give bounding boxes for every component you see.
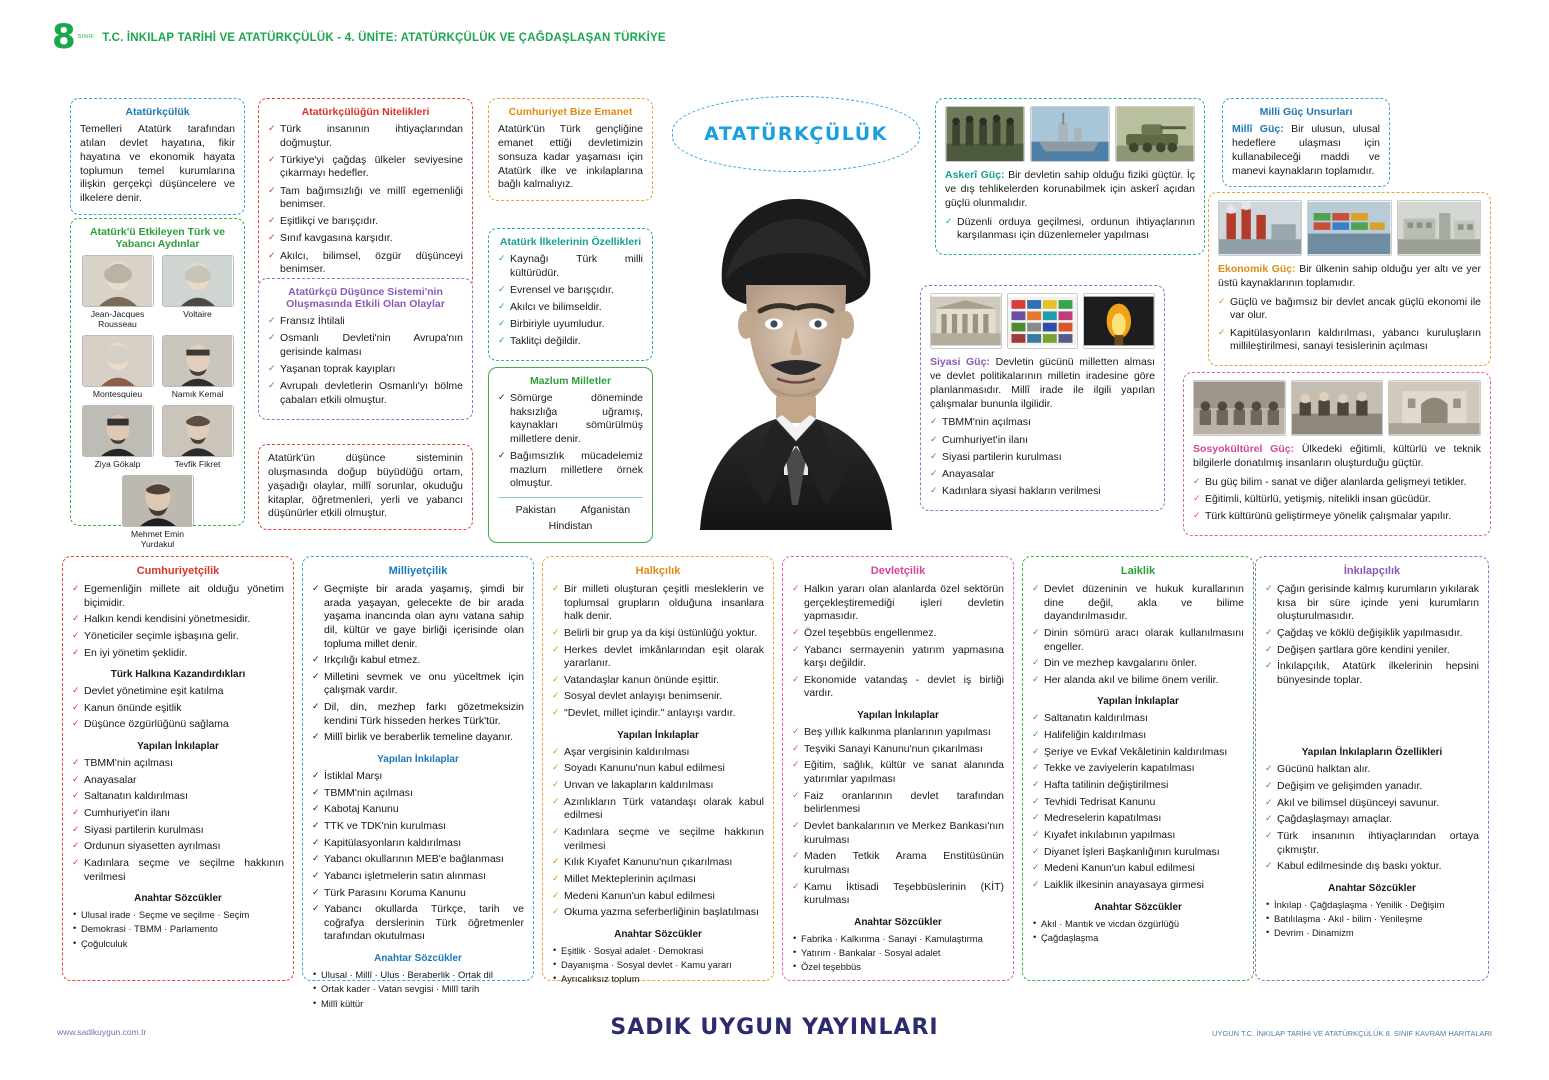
list-item: ✓ Diyanet İşleri Başkanlığının kurulması bbox=[1032, 846, 1244, 860]
influencer-name: Tevfik Fikret bbox=[174, 459, 221, 469]
olaylar-list bbox=[268, 315, 463, 407]
sosyokulturel-list bbox=[1193, 476, 1481, 524]
list-item: ✓ Şeriye ve Evkaf Vekâletinin kaldırılması bbox=[1032, 746, 1244, 760]
photo-parliament-building bbox=[930, 293, 1002, 349]
list-item: ✓ Bağımsızlık mücadelemiz mazlum milletlere örnek olmuştur. bbox=[498, 450, 643, 491]
list-item: ✓ Düzenli orduya geçilmesi, ordunun ihtiyaçlarının karşılanması için düzenlemeler yapılması bbox=[945, 216, 1195, 243]
portrait-thumb bbox=[82, 255, 154, 307]
column-keywords-title: Anahtar Sözcükler bbox=[614, 928, 702, 940]
ekonomik-text: Bir ülkenin sahip olduğu yer altı ve yer üstü kaynaklarının toplamıdır. bbox=[1218, 263, 1481, 289]
column-keywords-title: Anahtar Sözcükler bbox=[134, 893, 222, 905]
list-item: ✓ Devlet bankalarının ve Merkez Bankası'nın kurulması bbox=[792, 820, 1004, 847]
keyword-line: • İnkılap · Çağdaşlaşma · Yenilik · Değişim bbox=[1265, 899, 1479, 911]
keyword-line: • Eşitlik · Sosyal adalet · Demokrasi bbox=[552, 945, 764, 957]
list-item: ✓ Kapitülasyonların kaldırılması, yabancı kuruluşların millileştirilmesi, sanayi tesislerinin açılması bbox=[1218, 327, 1481, 354]
page-header bbox=[52, 17, 666, 57]
column-title: Cumhuriyetçilik bbox=[136, 565, 220, 577]
list-item: ✓ Okuma yazma seferberliğinin başlatılması bbox=[552, 906, 764, 920]
portrait-thumb bbox=[122, 475, 194, 527]
keyword-line: • Demokrasi · TBMM · Parlamento bbox=[72, 923, 284, 935]
column-items bbox=[1265, 583, 1479, 687]
sosyokulturel-text: Ülkedeki eğitimli, kültürlü ve teknik bilgilerle donatılmış insanların oluşturduğu güçtür. bbox=[1193, 443, 1481, 469]
list-item: ✓ Teşviki Sanayi Kanunu'nun çıkarılması bbox=[792, 743, 1004, 757]
column-inkilaplar bbox=[312, 770, 524, 944]
photo-factory bbox=[1218, 200, 1302, 256]
list-item: ✓ Türk insanının ihtiyaçlarından ortaya çıkmıştır. bbox=[1265, 830, 1479, 857]
column-sub-items bbox=[72, 685, 284, 732]
box-olaylar-title: Atatürkçü Düşünce Sistemi'nin Oluşmasında Etkili Olan Olaylar bbox=[286, 286, 445, 310]
list-item: ✓ Sosyal devlet anlayışı benimsenir. bbox=[552, 690, 764, 704]
column-inkilaplar bbox=[552, 746, 764, 920]
milli-guc-text: Bir ulusun, ulusal hedeflere ulaşması için kullanabileceği maddi ve manevi kaynakların toplamıdır. bbox=[1232, 123, 1380, 177]
column-inkilap-title: Yapılan İnkılaplar bbox=[377, 754, 459, 766]
column-keywords-title: Anahtar Sözcükler bbox=[854, 916, 942, 928]
box-ataturkculuk-title: Atatürkçülük bbox=[125, 106, 190, 118]
list-item: ✓ Ordunun siyasetten ayrılması bbox=[72, 840, 284, 854]
column-milliyetcilik bbox=[302, 556, 534, 1009]
portrait-thumb bbox=[82, 405, 154, 457]
box-sosyokulturel-guc bbox=[1183, 372, 1491, 536]
list-item: ✓ Eşitlikçi ve barışçıdır. bbox=[268, 215, 463, 229]
column-keywords-title: Anahtar Sözcükler bbox=[374, 953, 462, 965]
column-keywords bbox=[1032, 918, 1244, 944]
ekonomik-lead: Ekonomik Güç: bbox=[1218, 263, 1296, 275]
siyasi-lead: Siyasi Güç: bbox=[930, 356, 990, 368]
keyword-line: • Ayrıcalıksız toplum bbox=[552, 973, 764, 985]
list-item: ✓ "Devlet, millet içindir." anlayışı vardır. bbox=[552, 707, 764, 721]
list-item: ✓ Tekke ve zaviyelerin kapatılması bbox=[1032, 762, 1244, 776]
sosyokulturel-text-wrap bbox=[1193, 443, 1481, 471]
keyword-line: • Ulusal irade · Seçme ve seçilme · Seçim bbox=[72, 909, 284, 921]
central-title-cloud bbox=[672, 96, 920, 172]
page-title-main: T.C. İNKILAP TARİHİ VE ATATÜRKÇÜLÜK - 4. ÜNİTE: bbox=[102, 31, 398, 44]
keyword-line: • Çağdaşlaşma bbox=[1032, 932, 1244, 944]
list-item: ✓ Unvan ve lakapların kaldırılması bbox=[552, 779, 764, 793]
list-item: ✓ Osmanlı Devleti'nin Avrupa'nın gerisinde kalması bbox=[268, 332, 463, 359]
photo-students bbox=[1291, 380, 1384, 436]
influencer-name: Montesquieu bbox=[92, 389, 143, 399]
column-items bbox=[552, 583, 764, 721]
list-item: ✓ Halifeliğin kaldırılması bbox=[1032, 729, 1244, 743]
column-title: Halkçılık bbox=[635, 565, 681, 577]
list-item: ✓ Sömürge döneminde haksızlığa uğramış, kaynakları sömürülmüş milletlere denir. bbox=[498, 392, 643, 447]
column-cumhuriyetcilik bbox=[62, 556, 294, 981]
box-olusma-not bbox=[258, 444, 473, 530]
column-items bbox=[792, 583, 1004, 701]
list-item: ✓ Bu güç bilim - sanat ve diğer alanlarda gelişmeyi tetikler. bbox=[1193, 476, 1481, 490]
box-ilke-ozellikleri bbox=[488, 228, 653, 361]
influencer-item bbox=[82, 405, 154, 469]
list-item: ✓ Maden Tetkik Arama Enstitüsünün kurulması bbox=[792, 850, 1004, 877]
list-item: ✓ Dil, din, mezhep farkı gözetmeksizin kendini Türk hisseden herkes Türk'tür. bbox=[312, 701, 524, 728]
list-item: ✓ Avrupalı devletlerin Osmanlı'yı bölme çabaları etkili olmuştur. bbox=[268, 380, 463, 407]
column-inkilap-title: Yapılan İnkılaplar bbox=[617, 729, 699, 741]
list-item: ✓ İstiklal Marşı bbox=[312, 770, 524, 784]
list-item: ✓ Kapitülasyonların kaldırılması bbox=[312, 837, 524, 851]
column-title: İnkılapçılık bbox=[1343, 565, 1401, 577]
list-item: ✓ Medeni Kanun'un kabul edilmesi bbox=[1032, 862, 1244, 876]
list-item: ✓ Anayasalar bbox=[72, 774, 284, 788]
list-item: ✓ Soyadı Kanunu'nun kabul edilmesi bbox=[552, 762, 764, 776]
influencer-item bbox=[162, 255, 234, 329]
list-item: ✓ Siyasi partilerin kurulması bbox=[930, 451, 1155, 465]
list-item: ✓ Yabancı işletmelerin satın alınması bbox=[312, 870, 524, 884]
list-item: ✓ Kadınlara siyasi hakların verilmesi bbox=[930, 485, 1155, 499]
column-halkcilik bbox=[542, 556, 774, 985]
column-title: Laiklik bbox=[1120, 565, 1156, 577]
keyword-line: • Çoğulculuk bbox=[72, 938, 284, 950]
influencer-item bbox=[162, 335, 234, 399]
list-item: ✓ Cumhuriyet'in ilanı bbox=[930, 434, 1155, 448]
list-item: ✓ Beş yıllık kalkınma planlarının yapılması bbox=[792, 726, 1004, 740]
askeri-photos bbox=[945, 106, 1195, 162]
ataturk-portrait bbox=[660, 175, 930, 530]
box-emanet-title: Cumhuriyet Bize Emanet bbox=[508, 106, 633, 118]
list-item: ✓ Her alanda akıl ve bilime önem verilir. bbox=[1032, 674, 1244, 688]
list-item: ✓ Yabancı okullarda Türkçe, tarih ve coğrafya derslerinin Türk öğretmenler tarafından okutulması bbox=[312, 903, 524, 944]
askeri-text-wrap bbox=[945, 169, 1195, 211]
box-nitelikler bbox=[258, 98, 473, 289]
list-item: ✓ Eğitim, sağlık, kültür ve sanat alanında yatırımlar yapılması bbox=[792, 759, 1004, 786]
list-item: ✓ Kamu İktisadi Teşebbüslerinin (KİT) kurulması bbox=[792, 881, 1004, 908]
column-inkilap-title: Yapılan İnkılaplar bbox=[1097, 696, 1179, 708]
photo-navy bbox=[1030, 106, 1110, 162]
keyword-line: • Akıl · Mantık ve vicdan özgürlüğü bbox=[1032, 918, 1244, 930]
portrait-thumb bbox=[162, 255, 234, 307]
list-item: ✓ Saltanatın kaldırılması bbox=[1032, 712, 1244, 726]
list-item: ✓ Çağdaş ve köklü değişiklik yapılmasıdır. bbox=[1265, 627, 1479, 641]
list-item: ✓ TBMM'nin açılması bbox=[930, 416, 1155, 430]
column-subtitle: Türk Halkına Kazandırdıkları bbox=[110, 669, 246, 681]
portrait-thumb bbox=[162, 405, 234, 457]
list-item: ✓ Eğitimli, kültürlü, yetişmiş, nitelikli insan gücüdür. bbox=[1193, 493, 1481, 507]
portrait-thumb bbox=[82, 335, 154, 387]
siyasi-list bbox=[930, 416, 1155, 498]
list-item: ✓ Belirli bir grup ya da kişi üstünlüğü yoktur. bbox=[552, 627, 764, 641]
list-item: ✓ Kabotaj Kanunu bbox=[312, 803, 524, 817]
influencer-name: Namık Kemal bbox=[171, 389, 224, 399]
keyword-line: • Fabrika · Kalkınma · Sanayi · Kamulaştırma bbox=[792, 933, 1004, 945]
box-askeri-guc bbox=[935, 98, 1205, 255]
list-item: ✓ Taklitçi değildir. bbox=[498, 335, 643, 349]
list-item: ✓ Türk Parasını Koruma Kanunu bbox=[312, 887, 524, 901]
ilke-ozellik-list bbox=[498, 253, 643, 349]
list-item: ✓ Türk insanının ihtiyaçlarından doğmuştur. bbox=[268, 123, 463, 150]
column-items bbox=[312, 583, 524, 745]
nitelikler-list bbox=[268, 123, 463, 277]
keyword-line: • Ulusal · Millî · Ulus · Beraberlik · Ortak dil bbox=[312, 969, 524, 981]
list-item: ✓ Kanun önünde eşitlik bbox=[72, 702, 284, 716]
list-item: ✓ TBMM'nin açılması bbox=[312, 787, 524, 801]
list-item: ✓ En iyi yönetim şeklidir. bbox=[72, 647, 284, 661]
list-item: ✓ Kabul edilmesinde dış baskı yoktur. bbox=[1265, 860, 1479, 874]
country: Pakistan bbox=[515, 503, 556, 516]
list-item: ✓ Evrensel ve barışçıdır. bbox=[498, 284, 643, 298]
list-item: ✓ Devlet düzeninin ve hukuk kurallarının dine değil, akla ve bilime dayandırılmasıdır. bbox=[1032, 583, 1244, 624]
influencer-name: Mehmet Emin Yurdakul bbox=[130, 529, 184, 549]
list-item: ✓ Aşar vergisinin kaldırılması bbox=[552, 746, 764, 760]
list-item: ✓ Çağdaşlaşmayı amaçlar. bbox=[1265, 813, 1479, 827]
list-item: ✓ Ekonomide vatandaş - devlet iş birliği vardır. bbox=[792, 674, 1004, 701]
box-ataturkculuk bbox=[70, 98, 245, 215]
list-item: ✓ Gücünü halktan alır. bbox=[1265, 763, 1479, 777]
list-item: ✓ Herkes devlet imkânlarından eşit olarak yararlanır. bbox=[552, 644, 764, 671]
box-etkili-olaylar bbox=[258, 278, 473, 420]
list-item: ✓ Millet Mekteplerinin açılması bbox=[552, 873, 764, 887]
list-item: ✓ TBMM'nin açılması bbox=[72, 757, 284, 771]
column-subtitle: Yapılan İnkılapların Özellikleri bbox=[1301, 747, 1443, 759]
list-item: ✓ Halkın yararı olan alanlarda özel sektörün gerçekleştiremediği işleri devletin yapmasıdır. bbox=[792, 583, 1004, 624]
grade-sublabel: SINIF bbox=[77, 34, 95, 40]
list-item: ✓ Milletini sevmek ve onu yüceltmek için çalışmak vardır. bbox=[312, 671, 524, 698]
column-keywords-title: Anahtar Sözcükler bbox=[1094, 901, 1182, 913]
column-items bbox=[72, 583, 284, 660]
column-title: Milliyetçilik bbox=[388, 565, 448, 577]
column-keywords-title: Anahtar Sözcükler bbox=[1328, 882, 1416, 894]
column-keywords bbox=[552, 945, 764, 986]
page-title-bold: ATATÜRKÇÜLÜK VE ÇAĞDAŞLAŞAN TÜRKİYE bbox=[400, 31, 666, 44]
country: Hindistan bbox=[548, 519, 593, 532]
photo-tank bbox=[1115, 106, 1195, 162]
list-item: ✓ Birbiriyle uyumludur. bbox=[498, 318, 643, 332]
influencer-item bbox=[122, 475, 194, 549]
list-item: ✓ Din ve mezhep kavgalarını önler. bbox=[1032, 657, 1244, 671]
list-item: ✓ Düşünce özgürlüğünü sağlama bbox=[72, 718, 284, 732]
ekonomik-list bbox=[1218, 296, 1481, 354]
influencer-name: Jean-Jacques Rousseau bbox=[90, 309, 145, 329]
list-item: ✓ Yabancı okullarının MEB'e bağlanması bbox=[312, 853, 524, 867]
list-item: ✓ Yöneticiler seçimle işbaşına gelir. bbox=[72, 630, 284, 644]
influencer-name: Ziya Gökalp bbox=[94, 459, 141, 469]
column-devletcilik bbox=[782, 556, 1014, 981]
list-item: ✓ Güçlü ve bağımsız bir devlet ancak güçlü ekonomi ile var olur. bbox=[1218, 296, 1481, 323]
siyasi-text-wrap bbox=[930, 356, 1155, 411]
olusma-not-text: Atatürk'ün düşünce sisteminin oluşmasında doğup büyüdüğü ortam, yaşadığı olaylar, millî sorunlar, okuduğu kitaplar, öğretmenleri, yerli ve yabancı düşünürler etkili olmuştur. bbox=[268, 452, 463, 520]
box-cumhuriyet-emanet bbox=[488, 98, 653, 201]
sosyokulturel-photos bbox=[1193, 380, 1481, 436]
list-item: ✓ Değişim ve gelişimden yanadır. bbox=[1265, 780, 1479, 794]
photo-torch bbox=[1083, 293, 1155, 349]
askeri-list bbox=[945, 216, 1195, 243]
list-item: ✓ Değişen şartlara göre kendini yeniler. bbox=[1265, 644, 1479, 658]
footer-website[interactable]: www.sadikuygun.com.tr bbox=[57, 1027, 147, 1037]
box-ilke-ozellik-title: Atatürk İlkelerinin Özellikleri bbox=[499, 236, 642, 248]
list-item: ✓ Bir milleti oluşturan çeşitli mesleklerin ve toplumsal grupların olduğuna insanlara halk denir. bbox=[552, 583, 764, 624]
footer-publisher: SADIK UYGUN YAYINLARI bbox=[610, 1015, 939, 1040]
list-item: ✓ İnkılapçılık, Atatürk ilkelerinin hepsini bünyesinde toplar. bbox=[1265, 660, 1479, 687]
list-item: ✓ Özel teşebbüs engellenmez. bbox=[792, 627, 1004, 641]
list-item: ✓ Sınıf kavgasına karşıdır. bbox=[268, 232, 463, 246]
milli-guc-text-wrap bbox=[1232, 123, 1380, 178]
list-item: ✓ Egemenliğin millete ait olduğu yönetim biçimidir. bbox=[72, 583, 284, 610]
column-keywords bbox=[792, 933, 1004, 974]
list-item: ✓ Kadınlara seçme ve seçilme hakkının verilmesi bbox=[552, 826, 764, 853]
siyasi-photos bbox=[930, 293, 1155, 349]
influencer-item-wide bbox=[80, 475, 235, 549]
list-item: ✓ Saltanatın kaldırılması bbox=[72, 790, 284, 804]
mazlum-list bbox=[498, 392, 643, 491]
siyasi-text: Devletin gücünü milletten alması ve devlet politikalarının milletin iradesine göre planlanmasıdır. Millî irade ile ilgili yapılan çalışmalar bununla ilgilidir. bbox=[930, 356, 1155, 410]
photo-port-containers bbox=[1307, 200, 1391, 256]
list-item: ✓ Geçmişte bir arada yaşamış, şimdi bir arada yaşayan, gelecekte de bir arada yaşama inancında olan aynı vatana sahip dil, kültür ve gaye birliği içerisinde olan topluma millet denir. bbox=[312, 583, 524, 651]
photo-soldiers bbox=[945, 106, 1025, 162]
column-keywords bbox=[1265, 899, 1479, 940]
keyword-line: • Özel teşebbüs bbox=[792, 961, 1004, 973]
column-items bbox=[1032, 583, 1244, 687]
column-sub-items bbox=[1265, 763, 1479, 873]
keyword-line: • Dayanışma · Sosyal devlet · Kamu yararı bbox=[552, 959, 764, 971]
box-emanet-text: Atatürk'ün Türk gençliğine emanet ettiği devletimizin sonsuza kadar yaşaması için Atatürk ilke ve inkılaplarına bağlı kalmalıyız. bbox=[498, 123, 643, 191]
list-item: ✓ Akılcı ve bilimseldir. bbox=[498, 301, 643, 315]
list-item: ✓ Faiz oranlarının devlet tarafından belirlenmesi bbox=[792, 790, 1004, 817]
box-ataturkculuk-text: Temelleri Atatürk tarafından atılan devlet hayatına, fikir hayatına ve ekonomik hayata toplumun temel kurumlarına ilişkin gerçekçi düşüncelere ve ilkelere denir. bbox=[80, 123, 235, 205]
influencer-item bbox=[82, 335, 154, 399]
list-item: ✓ Irkçılığı kabul etmez. bbox=[312, 654, 524, 668]
box-mazlum-milletler bbox=[488, 367, 653, 543]
list-item: ✓ Azınlıkların Türk vatandaşı olarak kabul edilmesi bbox=[552, 796, 764, 823]
list-item: ✓ Kadınlara seçme ve seçilme hakkının verilmesi bbox=[72, 857, 284, 884]
box-etkileyen-title: Atatürk'ü Etkileyen Türk ve Yabancı Aydınlar bbox=[90, 226, 225, 250]
list-item: ✓ Dinin sömürü aracı olarak kullanılmasını engeller. bbox=[1032, 627, 1244, 654]
column-inkilap-title: Yapılan İnkılaplar bbox=[857, 710, 939, 722]
keyword-line: • Yatırım · Bankalar · Sosyal adalet bbox=[792, 947, 1004, 959]
keyword-line: • Ortak kader · Vatan sevgisi · Millî tarih bbox=[312, 983, 524, 995]
milli-guc-lead: Millî Güç: bbox=[1232, 123, 1284, 135]
grade-number: 8 bbox=[52, 17, 76, 57]
list-item: ✓ Medeni Kanun'un kabul edilmesi bbox=[552, 890, 764, 904]
keyword-line: • Batılılaşma · Akıl - bilim · Yenileşme bbox=[1265, 913, 1479, 925]
list-item: ✓ Hafta tatilinin değiştirilmesi bbox=[1032, 779, 1244, 793]
influencer-item bbox=[82, 255, 154, 329]
column-keywords bbox=[312, 969, 524, 1010]
list-item: ✓ Millî birlik ve beraberlik temeline dayanır. bbox=[312, 731, 524, 745]
box-milli-guc bbox=[1222, 98, 1390, 187]
list-item: ✓ TTK ve TDK'nin kurulması bbox=[312, 820, 524, 834]
footer-note: UYGUN T.C. İNKILAP TARİHİ VE ATATÜRKÇÜLÜK 8. SINIF KAVRAM HARİTALARI bbox=[1211, 1029, 1492, 1038]
box-milli-guc-title: Milli Güç Unsurları bbox=[1259, 106, 1353, 118]
country: Afganistan bbox=[580, 503, 631, 516]
column-laiklik bbox=[1022, 556, 1254, 981]
central-title-text: ATATÜRKÇÜLÜK bbox=[704, 123, 888, 145]
photo-industrial-plant bbox=[1397, 200, 1481, 256]
column-title: Devletçilik bbox=[870, 565, 926, 577]
list-item: ✓ Akıl ve bilimsel düşünceyi savunur. bbox=[1265, 797, 1479, 811]
list-item: ✓ Halkın kendi kendisini yönetmesidir. bbox=[72, 613, 284, 627]
box-etkileyen-aydinlar bbox=[70, 218, 245, 549]
influencer-name: Voltaire bbox=[183, 309, 212, 319]
list-item: ✓ Türkiye'yi çağdaş ülkeler seviyesine çıkarmayı hedefler. bbox=[268, 154, 463, 181]
list-item: ✓ Yaşanan toprak kayıpları bbox=[268, 363, 463, 377]
photo-election-ballot bbox=[1007, 293, 1079, 349]
ekonomik-text-wrap bbox=[1218, 263, 1481, 291]
list-item: ✓ Türk kültürünü geliştirmeye yönelik çalışmalar yapılır. bbox=[1193, 510, 1481, 524]
list-item: ✓ Kaynağı Türk milli kültürüdür. bbox=[498, 253, 643, 280]
list-item: ✓ Tam bağımsızlığı ve millî egemenliği benimser. bbox=[268, 185, 463, 212]
list-item: ✓ Fransız İhtilali bbox=[268, 315, 463, 329]
portrait-thumb bbox=[162, 335, 234, 387]
list-item: ✓ Yabancı sermayenin yatırım yapmasına karşı değildir. bbox=[792, 644, 1004, 671]
list-item: ✓ Vatandaşlar kanun önünde eşittir. bbox=[552, 674, 764, 688]
photo-university-gate bbox=[1388, 380, 1481, 436]
page-title bbox=[102, 32, 665, 44]
column-inkilaplar bbox=[72, 757, 284, 884]
list-item: ✓ Çağın gerisinde kalmış kurumların yıkılarak kısa bir süre içinde yeni kurumların oluşturulmasıdır. bbox=[1265, 583, 1479, 624]
keyword-line: • Devrim · Dinamizm bbox=[1265, 927, 1479, 939]
list-item: ✓ Medreselerin kapatılması bbox=[1032, 812, 1244, 826]
column-inkilaplar bbox=[1032, 712, 1244, 892]
photo-classroom bbox=[1193, 380, 1286, 436]
influencer-item bbox=[162, 405, 234, 469]
list-item: ✓ Kılık Kıyafet Kanunu'nun çıkarılması bbox=[552, 856, 764, 870]
askeri-text: Bir devletin sahip olduğu fiziki güçtür. İç ve dış tehlikelerden korunabilmek için askerî açıdan güçlü olunmalıdır. bbox=[945, 169, 1195, 209]
column-inkilaplar bbox=[792, 726, 1004, 908]
box-mazlum-title: Mazlum Milletler bbox=[529, 375, 612, 387]
list-item: ✓ Siyasi partilerin kurulması bbox=[72, 824, 284, 838]
list-item: ✓ Anayasalar bbox=[930, 468, 1155, 482]
sosyokulturel-lead: Sosyokültürel Güç: bbox=[1193, 443, 1295, 455]
askeri-lead: Askerî Güç: bbox=[945, 169, 1005, 181]
list-item: ✓ Laiklik ilkesinin anayasaya girmesi bbox=[1032, 879, 1244, 893]
column-keywords bbox=[72, 909, 284, 950]
list-item: ✓ Kıyafet inkılabının yapılması bbox=[1032, 829, 1244, 843]
ekonomik-photos bbox=[1218, 200, 1481, 256]
list-item: ✓ Tevhidi Tedrisat Kanunu bbox=[1032, 796, 1244, 810]
box-ekonomik-guc bbox=[1208, 192, 1491, 366]
box-nitelikler-title: Atatürkçülüğün Nitelikleri bbox=[301, 106, 430, 118]
mazlum-countries bbox=[498, 497, 643, 535]
influencer-grid bbox=[80, 255, 235, 549]
column-inkilapcilik bbox=[1255, 556, 1489, 981]
list-item: ✓ Cumhuriyet'in ilanı bbox=[72, 807, 284, 821]
box-siyasi-guc bbox=[920, 285, 1165, 511]
list-item: ✓ Akılcı, bilimsel, özgür düşünceyi benimser. bbox=[268, 250, 463, 277]
keyword-line: • Millî kültür bbox=[312, 998, 524, 1010]
column-inkilap-title: Yapılan İnkılaplar bbox=[137, 741, 219, 753]
list-item: ✓ Devlet yönetimine eşit katılma bbox=[72, 685, 284, 699]
